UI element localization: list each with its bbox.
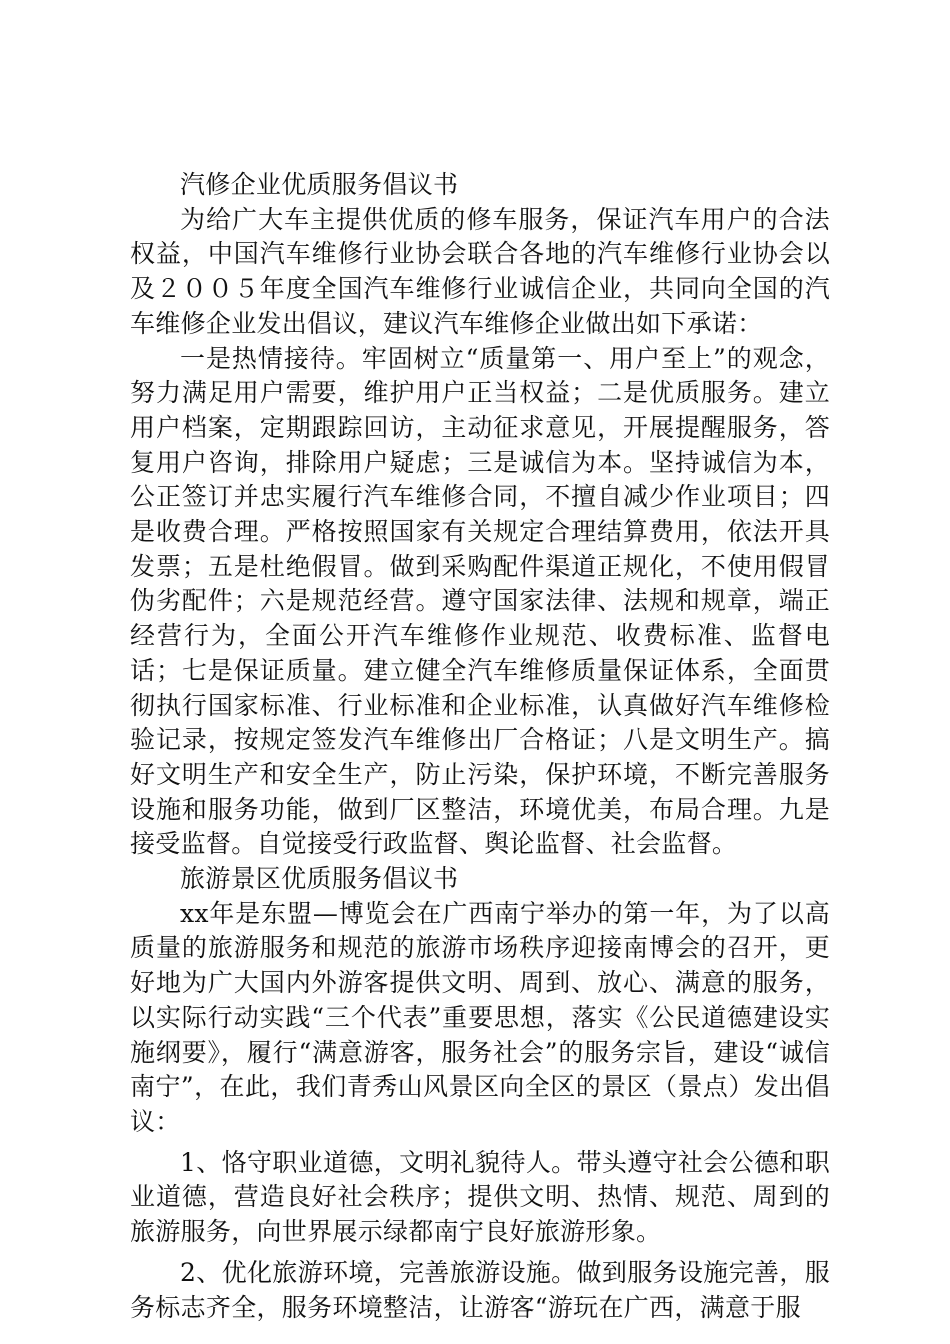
paragraph-scenic-area-intro: xx年是东盟—博览会在广西南宁举办的第一年，为了以高质量的旅游服务和规范的旅游市场秩序迎接南博会的召开，更好地为广大国内外游客提供文明、周到、放心、满意的服务，以实际行动实践“三个代表”重要思想，落实《公民道德建设实施纲要》，履行“满意游客，服务社会”的服务宗旨，建设“诚信南宁”，在此，我们青秀山风景区向全区的景区（景点）发出倡议：: [130, 898, 830, 1136]
section-title-scenic-area: 旅游景区优质服务倡议书: [180, 864, 459, 894]
paragraph-scenic-item-1: 1、恪守职业道德，文明礼貌待人。带头遵守社会公德和职业道德，营造良好社会秩序；提供文明、热情、规范、周到的旅游服务，向世界展示绿都南宁良好旅游形象。: [130, 1147, 830, 1247]
document-body: [130, 168, 830, 1325]
paragraph-auto-repair-intro: 为给广大车主提供优质的修车服务，保证汽车用户的合法权益，中国汽车维修行业协会联合各地的汽车维修行业协会以及２００５年度全国汽车维修行业诚信企业，共同向全国的汽车维修企业发出倡议，建议汽车维修企业做出如下承诺：: [130, 204, 830, 338]
paragraph-scenic-item-2: 2、优化旅游环境，完善旅游设施。做到服务设施完善，服务标志齐全，服务环境整洁，让游客“游玩在广西，满意于服: [130, 1257, 830, 1322]
paragraph-auto-repair-commitments: 一是热情接待。牢固树立“质量第一、用户至上”的观念，努力满足用户需要，维护用户正当权益；二是优质服务。建立用户档案，定期跟踪回访，主动征求意见，开展提醒服务，答复用户咨询，排除用户疑虑；三是诚信为本。坚持诚信为本，公正签订并忠实履行汽车维修合同，不擅自减少作业项目；四是收费合理。严格按照国家有关规定合理结算费用，依法开具发票；五是杜绝假冒。做到采购配件渠道正规化，不使用假冒伪劣配件；六是规范经营。遵守国家法律、法规和规章，端正经营行为，全面公开汽车维修作业规范、收费标准、监督电话；七是保证质量。建立健全汽车维修质量保证体系，全面贯彻执行国家标准、行业标准和企业标准，认真做好汽车维修检验记录，按规定签发汽车维修出厂合格证；八是文明生产。搞好文明生产和安全生产，防止污染，保护环境，不断完善服务设施和服务功能，做到厂区整洁，环境优美，布局合理。九是接受监督。自觉接受行政监督、舆论监督、社会监督。: [130, 343, 830, 859]
section-title-auto-repair: 汽修企业优质服务倡议书: [180, 170, 459, 199]
